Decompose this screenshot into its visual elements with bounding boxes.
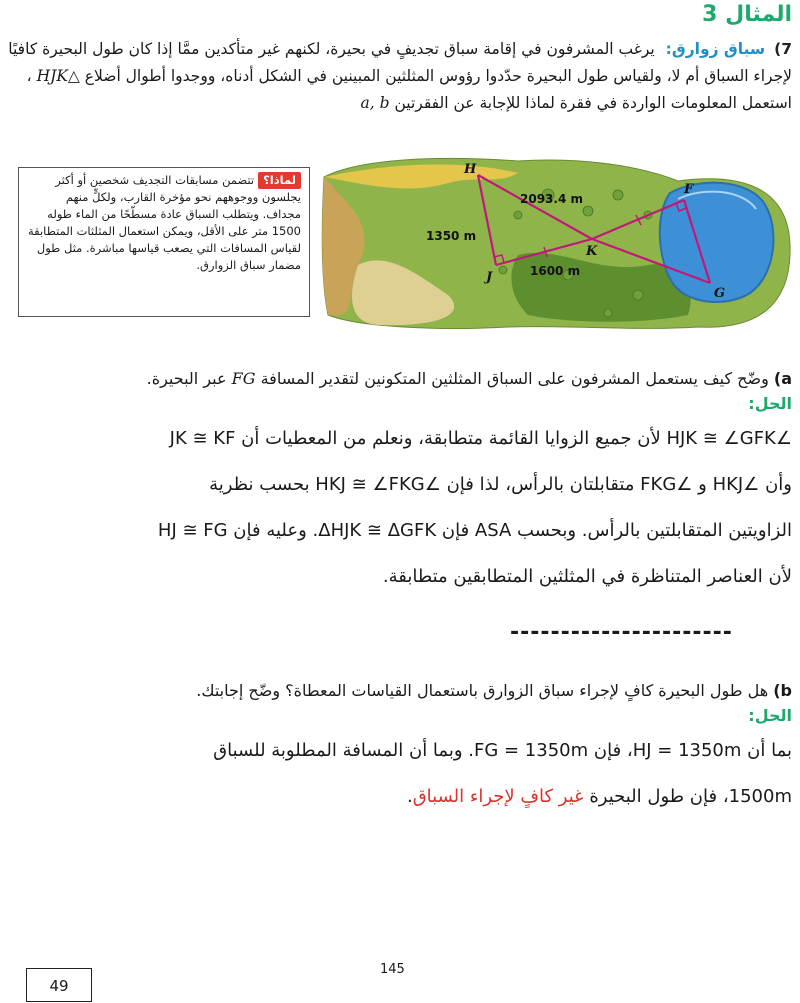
vertex-g: G xyxy=(714,286,726,301)
part-a-solution xyxy=(4,416,792,600)
part-a-label: a) xyxy=(773,369,792,388)
problem-parts-ref: a, b xyxy=(360,94,390,112)
example-title: المثال 3 xyxy=(702,2,792,27)
part-b xyxy=(4,678,792,820)
why-sidebar xyxy=(18,167,310,317)
why-sidebar-text: تتضمن مسابقات التجديف شخصين أو أكثر يجلسون ووجوههم نحو مؤخرة القارب، ولكلٍّ منهم مجداف. ويتطلب السباق عادة مسطّحًا من الماء طوله 1500 متر على الأقل، ويمكن استعمال المثلثات المتطابقة لقياس المسافات التي يصعب قياسها مباشرة. مثل طول مضمار سباق الزوارق. xyxy=(28,173,301,272)
part-a-line-1: ∠HJK ≅ ∠GFK لأن جميع الزوايا القائمة متطابقة، ونعلم من المعطيات أن JK ≅ KF xyxy=(169,428,792,449)
part-b-conclusion: غير كافٍ لإجراء السباق xyxy=(412,786,584,807)
problem-text-1: يرغب المشرفون في إقامة سباق تجديفٍ في بحيرة، لكنهم غير متأكدين ممَّا إذا كان طول البحيرة كافيًا لإجراء السباق أم لا، ولقياس طول البحيرة حدّدوا رؤوس المثلثين المبينين في الشكل أدناه، ووجدوا أطوال أضلاع xyxy=(8,40,792,85)
part-a-fg: FG xyxy=(231,369,256,388)
vertex-h: H xyxy=(464,162,477,177)
page-box-number: 49 xyxy=(26,968,92,1002)
part-b-line-2 xyxy=(4,774,792,820)
vertex-k: K xyxy=(586,244,598,259)
part-a-solution-label: الحل: xyxy=(748,394,792,413)
lake-map-illustration xyxy=(318,155,793,335)
length-hj: 1350 m xyxy=(426,229,477,243)
part-a-question-end: عبر البحيرة. xyxy=(146,369,227,388)
part-b-solution-label: الحل: xyxy=(748,706,792,725)
figure xyxy=(0,150,800,340)
problem-topic: سباق زوارق: xyxy=(665,40,766,58)
part-b-solution xyxy=(4,728,792,820)
length-hk: 2093.4 m xyxy=(520,192,583,206)
part-a-line-4: لأن العناصر المتناظرة في المثلثين المتطابقين متطابقة. xyxy=(382,566,792,587)
part-a xyxy=(4,366,792,600)
lake xyxy=(660,183,774,302)
part-b-line-2-end: . xyxy=(406,786,413,807)
problem-number: 7) xyxy=(774,40,792,58)
part-b-line-2-a: 1500m، فإن طول البحيرة xyxy=(589,786,792,807)
part-a-line-2: وأن ∠HKJ و ∠FKG متقابلتان بالرأس، لذا فإن ∠HKJ ≅ ∠FKG بحسب نظرية xyxy=(209,474,792,495)
problem-text-2: ، استعمل المعلومات الواردة في فقرة لماذا للإجابة عن الفقرتين xyxy=(26,67,792,112)
part-a-line-3: الزاويتين المتقابلتين بالرأس. وبحسب ASA فإن ΔHJK ≅ ΔGFK. وعليه فإن HJ ≅ FG xyxy=(157,520,792,541)
why-sidebar-title: لماذا؟ xyxy=(258,172,301,189)
part-b-label: b) xyxy=(773,681,792,700)
part-b-question-text: هل طول البحيرة كافٍ لإجراء سباق الزوارق باستعمال القياسات المعطاة؟ وضّح إجابتك. xyxy=(196,681,769,700)
part-b-question xyxy=(4,678,792,704)
page-number: 145 xyxy=(380,962,405,977)
divider: ---------------------- xyxy=(510,620,733,645)
part-a-question-text: وضّح كيف يستعمل المشرفون على السباق المثلثين المتكونين لتقدير المسافة xyxy=(260,369,769,388)
problem-statement xyxy=(4,36,792,117)
problem-triangle: △HJK xyxy=(36,67,80,85)
length-jk: 1600 m xyxy=(530,264,581,278)
vertex-j: J xyxy=(486,270,493,285)
vertex-f: F xyxy=(684,182,694,197)
part-a-question xyxy=(4,366,792,392)
part-b-line-1: بما أن HJ = 1350m، فإن FG = 1350m. وبما أن المسافة المطلوبة للسباق xyxy=(213,740,792,761)
